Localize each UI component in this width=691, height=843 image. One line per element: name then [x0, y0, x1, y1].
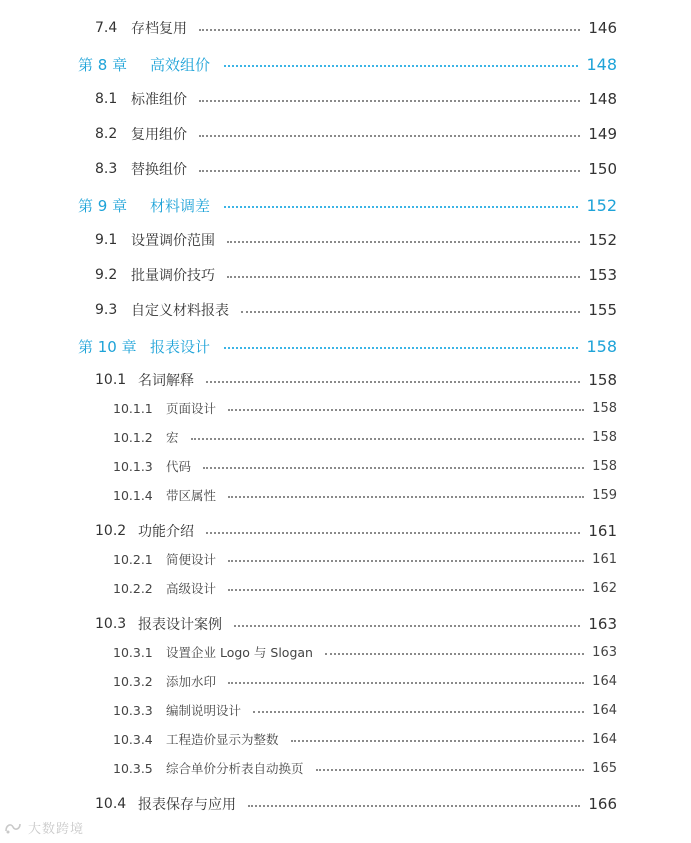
toc-entry-subsection[interactable] [113, 484, 617, 506]
toc-entry-subsection[interactable] [113, 426, 617, 448]
entry-number: 10.1.1 [113, 400, 153, 416]
chapter-title: 高效组价 [150, 55, 211, 74]
dot-leader [316, 769, 585, 771]
toc-entry-subsection[interactable] [113, 397, 617, 419]
entry-page-number: 161 [592, 551, 617, 567]
logo-icon [4, 821, 22, 835]
chapter-page-number: 148 [586, 54, 617, 74]
entry-page-number: 163 [592, 644, 617, 660]
entry-title: 名词解释 [138, 373, 194, 389]
entry-number: 10.3.3 [113, 702, 153, 718]
entry-title: 报表设计案例 [138, 617, 222, 633]
entry-number: 10.1.4 [113, 487, 153, 503]
entry-title: 带区属性 [166, 488, 217, 503]
entry-page-number: 161 [588, 522, 617, 540]
dot-leader [199, 29, 580, 31]
toc-entry-subsection[interactable] [113, 455, 617, 477]
dot-leader [253, 711, 584, 713]
entry-number: 10.3.5 [113, 760, 153, 776]
entry-number: 10.2 [95, 523, 127, 539]
toc-entry-subsection[interactable] [113, 728, 617, 750]
entry-title: 编制说明设计 [166, 703, 242, 718]
entry-page-number: 149 [588, 125, 617, 143]
entry-page-number: 148 [588, 90, 617, 108]
dot-leader [191, 438, 585, 440]
dot-leader [228, 589, 584, 591]
dot-leader [199, 170, 580, 172]
dot-leader [228, 560, 584, 562]
toc-entry-subsection[interactable] [113, 548, 617, 570]
dot-leader [227, 276, 580, 278]
dot-leader [203, 467, 584, 469]
entry-title: 设置调价范围 [131, 233, 215, 249]
entry-number: 8.3 [95, 161, 118, 177]
toc-entry-section[interactable] [95, 263, 617, 287]
entry-number: 8.1 [95, 91, 118, 107]
entry-page-number: 163 [588, 615, 617, 633]
toc-entry-section[interactable] [95, 298, 617, 322]
entry-page-number: 158 [588, 371, 617, 389]
toc-entry-section[interactable] [95, 792, 617, 816]
entry-number: 10.1 [95, 372, 127, 388]
toc-entry-subsection[interactable] [113, 577, 617, 599]
entry-number: 10.4 [95, 796, 127, 812]
entry-title: 代码 [166, 459, 192, 474]
dot-leader [227, 241, 580, 243]
entry-page-number: 155 [588, 301, 617, 319]
chapter-page-number: 158 [586, 336, 617, 356]
toc-entry-section[interactable] [95, 157, 617, 181]
chapter-page-number: 152 [586, 195, 617, 215]
entry-page-number: 158 [592, 429, 617, 445]
dot-leader [206, 381, 580, 383]
entry-number: 10.3.4 [113, 731, 153, 747]
entry-page-number: 150 [588, 160, 617, 178]
chapter-title: 材料调差 [150, 196, 211, 215]
entry-number: 9.2 [95, 267, 118, 283]
chapter-number: 第 9 章 [78, 196, 128, 215]
entry-title: 高级设计 [166, 581, 217, 596]
entry-title: 工程造价显示为整数 [166, 732, 279, 747]
dot-leader [228, 682, 584, 684]
entry-number: 8.2 [95, 126, 118, 142]
entry-page-number: 166 [588, 795, 617, 813]
toc-entry-chapter[interactable] [78, 334, 617, 358]
entry-page-number: 152 [588, 231, 617, 249]
entry-number: 10.2.2 [113, 580, 153, 596]
entry-title: 功能介绍 [138, 524, 194, 540]
entry-page-number: 146 [588, 19, 617, 37]
entry-number: 10.3.1 [113, 644, 153, 660]
dot-leader [199, 135, 580, 137]
watermark [4, 818, 84, 837]
entry-number: 10.1.3 [113, 458, 153, 474]
toc-entry-section[interactable] [95, 612, 617, 636]
entry-title: 宏 [166, 430, 179, 445]
toc-entry-subsection[interactable] [113, 641, 617, 663]
entry-number: 10.1.2 [113, 429, 153, 445]
entry-number: 10.3.2 [113, 673, 153, 689]
entry-page-number: 153 [588, 266, 617, 284]
entry-title: 综合单价分析表自动换页 [166, 761, 304, 776]
entry-page-number: 164 [592, 731, 617, 747]
dot-leader [224, 347, 578, 349]
toc-entry-section[interactable] [95, 368, 617, 392]
dot-leader [325, 653, 584, 655]
dot-leader [224, 65, 578, 67]
chapter-number: 第 8 章 [78, 55, 128, 74]
entry-page-number: 165 [592, 760, 617, 776]
entry-title: 替换组价 [131, 162, 187, 178]
entry-page-number: 159 [592, 487, 617, 503]
entry-title: 存档复用 [131, 21, 187, 37]
dot-leader [228, 409, 584, 411]
entry-title: 标准组价 [131, 92, 187, 108]
dot-leader [234, 625, 580, 627]
entry-number: 9.3 [95, 302, 118, 318]
toc-entry-section[interactable] [95, 122, 617, 146]
entry-number: 9.1 [95, 232, 118, 248]
entry-page-number: 164 [592, 702, 617, 718]
dot-leader [241, 311, 580, 313]
toc-entry-chapter[interactable] [78, 52, 617, 76]
entry-title: 复用组价 [131, 127, 187, 143]
entry-title: 报表保存与应用 [138, 797, 236, 813]
dot-leader [206, 532, 580, 534]
entry-title: 自定义材料报表 [131, 303, 229, 319]
entry-title: 批量调价技巧 [131, 268, 215, 284]
dot-leader [291, 740, 585, 742]
entry-number: 7.4 [95, 20, 118, 36]
toc-entry-subsection[interactable] [113, 757, 617, 779]
toc-entry-chapter[interactable] [78, 193, 617, 217]
entry-number: 10.3 [95, 616, 127, 632]
toc-entry-section[interactable] [95, 87, 617, 111]
toc-entry-section[interactable] [95, 228, 617, 252]
entry-page-number: 158 [592, 400, 617, 416]
toc-entry-subsection[interactable] [113, 670, 617, 692]
dot-leader [228, 496, 584, 498]
dot-leader [199, 100, 580, 102]
entry-title: 页面设计 [166, 401, 217, 416]
chapter-number: 第 10 章 [78, 337, 137, 356]
entry-number: 10.2.1 [113, 551, 153, 567]
entry-page-number: 164 [592, 673, 617, 689]
entry-title: 设置企业 Logo 与 Slogan [166, 645, 313, 660]
dot-leader [248, 805, 580, 807]
toc-entry-subsection[interactable] [113, 699, 617, 721]
watermark-text: 大数跨境 [28, 822, 85, 837]
entry-title: 简便设计 [166, 552, 217, 567]
dot-leader [224, 206, 578, 208]
toc-entry-section[interactable] [95, 16, 617, 40]
entry-page-number: 158 [592, 458, 617, 474]
entry-page-number: 162 [592, 580, 617, 596]
chapter-title: 报表设计 [150, 337, 211, 356]
toc-entry-section[interactable] [95, 519, 617, 543]
entry-title: 添加水印 [166, 674, 217, 689]
